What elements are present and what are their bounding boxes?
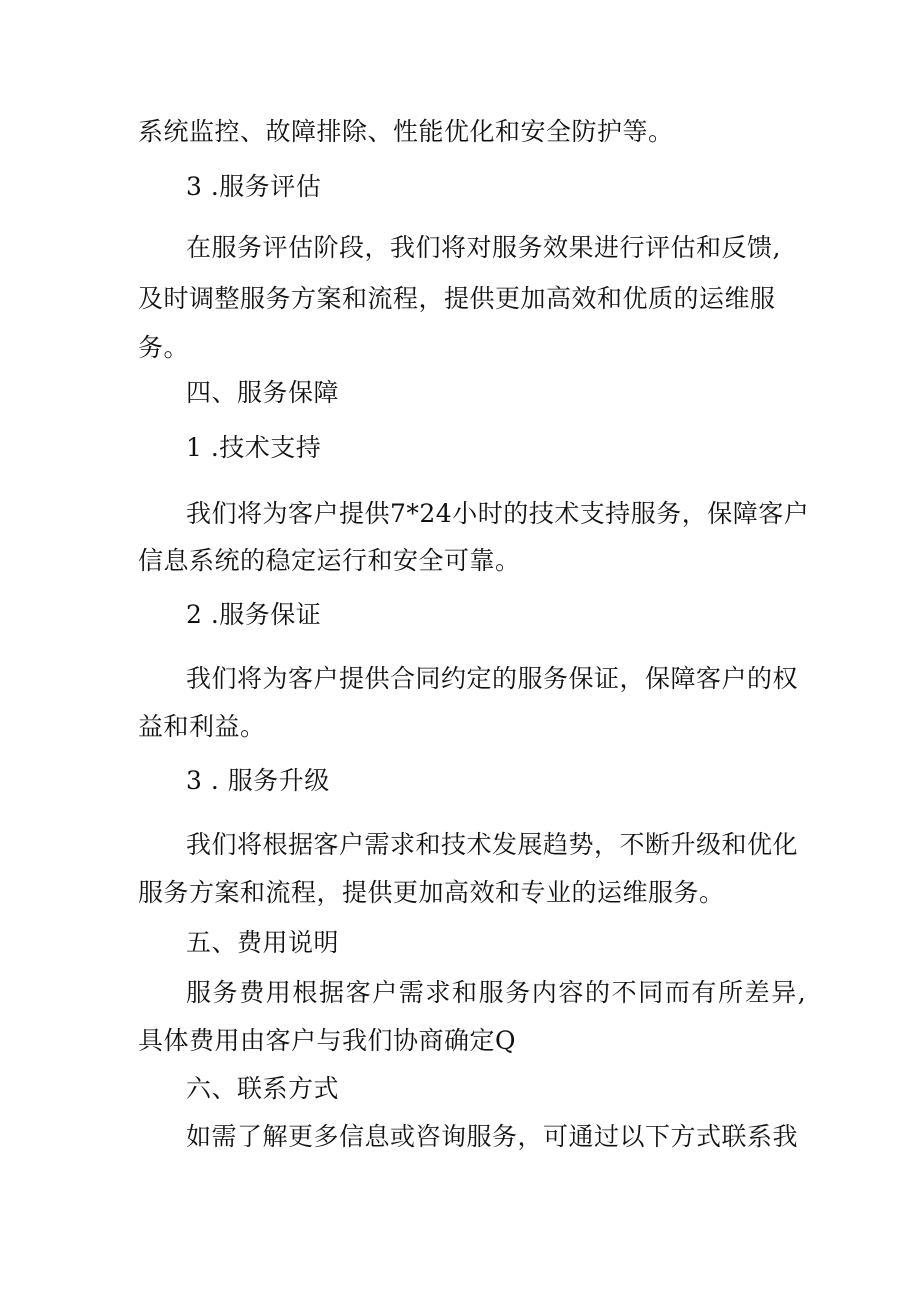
paragraph-line: 我们将为客户提供合同约定的服务保证，保障客户的权 [186, 664, 799, 693]
paragraph-line: 如需了解更多信息或咨询服务，可通过以下方式联系我 [186, 1122, 799, 1151]
section-heading: 1 .技术支持 [186, 433, 322, 462]
paragraph-line: 务。 [138, 333, 190, 362]
section-heading: 3 .服务评估 [186, 172, 322, 201]
paragraph-line: 我们将为客户提供7*24小时的技术支持服务，保障客户 [186, 499, 810, 528]
section-heading: 2 .服务保证 [186, 600, 322, 629]
section-heading: 3 . 服务升级 [186, 766, 330, 795]
paragraph-line: 服务方案和流程，提供更加高效和专业的运维服务。 [138, 878, 725, 907]
chapter-heading: 六、联系方式 [186, 1074, 340, 1103]
paragraph-line: 我们将根据客户需求和技术发展趋势，不断升级和优化 [186, 830, 799, 859]
paragraph-line: 服务费用根据客户需求和服务内容的不同而有所差异, [186, 978, 808, 1007]
chapter-heading: 四、服务保障 [186, 378, 340, 407]
paragraph-line: 在服务评估阶段，我们将对服务效果进行评估和反馈, [186, 233, 781, 262]
paragraph-line: 具体费用由客户与我们协商确定Q [138, 1026, 516, 1055]
paragraph-line: 信息系统的稳定运行和安全可靠。 [138, 546, 521, 575]
chapter-heading: 五、费用说明 [186, 928, 340, 957]
paragraph-line: 益和利益。 [138, 712, 266, 741]
paragraph-line: 及时调整服务方案和流程，提供更加高效和优质的运维服 [138, 284, 776, 313]
paragraph-line: 系统监控、故障排除、性能优化和安全防护等。 [138, 117, 674, 146]
